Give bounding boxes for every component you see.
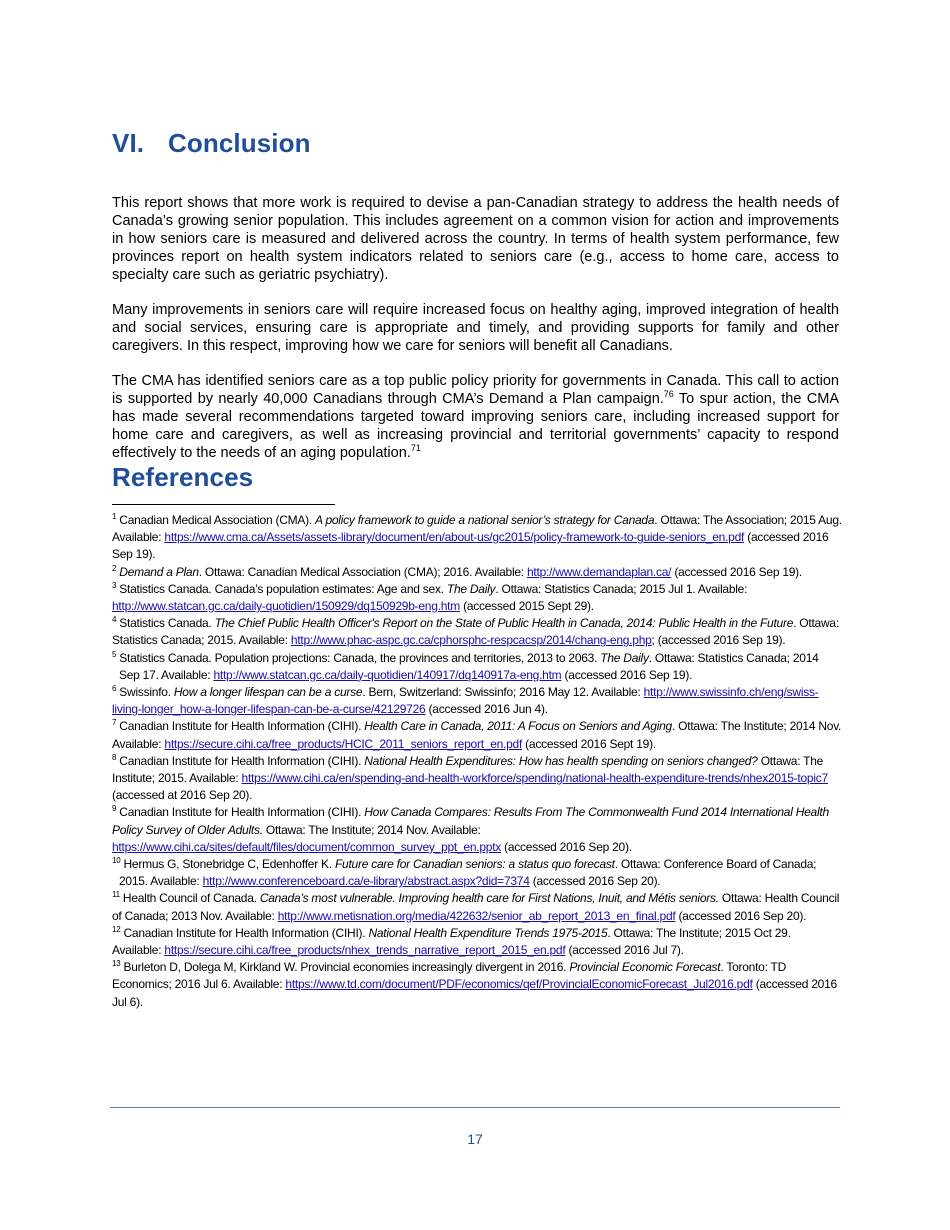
reference-text: (accessed 2016 Sep 19).: [561, 667, 693, 682]
reference-text: (accessed 2016 Sep 20).: [675, 908, 807, 923]
reference-number: 5: [112, 649, 117, 659]
reference-title: Canada’s most vulnerable. Improving health care for First Nations, Inuit, and Métis seniors.: [259, 891, 719, 906]
reference-text: (accessed at 2016 Sep 20).: [112, 788, 253, 803]
references-heading: References: [112, 462, 254, 492]
footnote-separator: [112, 504, 335, 505]
reference-link[interactable]: https://secure.cihi.ca/free_products/nhex_trends_narrative_report_2015_en.pdf: [164, 943, 566, 958]
reference-text: (accessed 2016 Sep 20).: [529, 874, 661, 889]
references-list: [112, 512, 842, 1011]
reference-link[interactable]: http://www.statcan.gc.ca/daily-quotidien/140917/dq140917a-eng.htm: [213, 667, 562, 682]
reference-text: (accessed 2016 Sep 20).: [501, 839, 632, 854]
reference-item: [112, 925, 842, 959]
footnote-marker[interactable]: 76: [663, 388, 674, 399]
reference-title: Provincial Economic Forecast: [569, 960, 721, 975]
paragraph-text: To spur action, the CMA has made several recommendations targeted toward improving seniors care, including increased support for home care and caregivers, as well as increasing provincial and territorial governments’ capacity to respond effectively to the needs of an aging population.: [112, 390, 839, 461]
conclusion-paragraph-2: Many improvements in seniors care will require increased focus on healthy aging, improved integration of health and social services, ensuring care is appropriate and timely, and providing supports for family and other caregivers. In this respect, improving how we care for seniors will benefit all Canadians.: [112, 301, 839, 354]
reference-item: [112, 684, 842, 718]
reference-number: 1: [112, 512, 117, 521]
reference-title: How Canada Compares: Results From The Commonwealth Fund 2014 International Health Policy Survey of Older Adults.: [112, 805, 829, 837]
reference-text: Burleton D, Dolega M, Kirkland W. Provincial economies increasingly divergent in 2016.: [120, 960, 570, 975]
reference-link[interactable]: https://secure.cihi.ca/free_products/HCIC_2011_seniors_report_en.pdf: [164, 736, 523, 751]
reference-text: . Ottawa: The Association; 2015 Aug. Available:: [112, 513, 842, 545]
reference-item: [112, 890, 842, 924]
reference-number: 6: [112, 684, 117, 694]
reference-link[interactable]: http://www.metisnation.org/media/422632/senior_ab_report_2013_en_final.pdf: [277, 908, 676, 923]
reference-text: . Ottawa: The Institute; 2014 Nov. Available:: [112, 719, 842, 751]
reference-text: . Ottawa: Statistics Canada; 2015 Jul 1. Available:: [495, 581, 748, 596]
reference-text: Canadian Institute for Health Information (CIHI).: [116, 753, 365, 768]
reference-item: [112, 804, 842, 856]
reference-text: (accessed 2016 Sep 19).: [671, 564, 803, 579]
reference-text: ; (accessed 2016 Sep 19).: [651, 633, 786, 648]
reference-title: National Health Expenditures: How has health spending on seniors changed?: [364, 753, 758, 768]
reference-number: 2: [112, 563, 117, 573]
reference-text: . Bern, Switzerland: Swissinfo; 2016 May 12. Available:: [362, 685, 644, 700]
conclusion-paragraph-3: [112, 372, 839, 462]
reference-link[interactable]: http://www.statcan.gc.ca/daily-quotidien/150929/dq150929b-eng.htm: [112, 599, 460, 614]
footnote-marker[interactable]: 71: [410, 442, 421, 453]
reference-text: Statistics Canada. Population projections: Canada, the provinces and territories, 2013 to 2063.: [116, 650, 601, 665]
reference-number: 12: [112, 924, 121, 934]
reference-text: Swissinfo.: [116, 685, 174, 700]
reference-text: Canadian Institute for Health Information (CIHI).: [116, 805, 365, 820]
reference-text: Hermus G, Stonebridge C, Edenhoffer K.: [120, 857, 335, 872]
reference-title: How a longer lifespan can be a curse: [173, 685, 363, 700]
reference-title: The Daily: [600, 650, 649, 665]
reference-number: 3: [112, 580, 117, 590]
reference-text: . Ottawa: Statistics Canada; 2015. Available:: [112, 616, 839, 648]
reference-text: (accessed 2016 Jul 6).: [112, 977, 837, 1009]
reference-text: (accessed 2015 Sept 29).: [460, 599, 594, 614]
footer-rule: [110, 1107, 840, 1108]
reference-text: Canadian Institute for Health Information (CIHI).: [120, 925, 369, 940]
reference-text: Ottawa: The Institute; 2014 Nov. Available:: [262, 822, 481, 837]
reference-link[interactable]: http://www.swissinfo.ch/eng/swiss-living-longer_how-a-longer-lifespan-can-be-a-curse/42129726: [112, 685, 819, 717]
reference-text: . Ottawa: Conference Board of Canada; 2015. Available:: [119, 857, 817, 889]
reference-number: 10: [112, 856, 121, 866]
reference-link[interactable]: https://www.cihi.ca/en/spending-and-health-workforce/spending/national-health-expenditure-trends/nhex2015-topic7: [241, 771, 828, 786]
reference-link[interactable]: http://www.conferenceboard.ca/e-library/abstract.aspx?did=7374: [202, 874, 530, 889]
reference-text: Health Council of Canada.: [119, 891, 260, 906]
reference-text: Statistics Canada.: [116, 616, 215, 631]
reference-item: [112, 753, 842, 805]
reference-text: Canadian Institute for Health Information (CIHI).: [116, 719, 365, 734]
reference-number: 4: [112, 615, 117, 625]
reference-text: . Ottawa: The Institute; 2015 Oct 29. Available:: [112, 925, 791, 958]
reference-number: 8: [112, 752, 117, 762]
reference-item: [112, 564, 842, 581]
reference-title: A policy framework to guide a national senior’s strategy for Canada: [315, 513, 655, 527]
section-heading-conclusion: [112, 128, 311, 159]
reference-item: [112, 512, 842, 564]
reference-title: The Chief Public Health Officer's Report on the State of Public Health in Canada, 2014: Public Health in the Future: [214, 616, 794, 631]
reference-title: National Health Expenditure Trends 1975-2015: [368, 925, 608, 940]
reference-text: . Ottawa: Canadian Medical Association (CMA); 2016. Available:: [198, 564, 527, 579]
page-number: 17: [467, 1131, 483, 1147]
section-number: VI.: [112, 128, 145, 158]
reference-text: . Toronto: TD Economics; 2016 Jul 6. Available:: [112, 960, 787, 992]
reference-number: 7: [112, 718, 117, 728]
reference-text: (accessed 2016 Sep 19).: [112, 530, 829, 562]
reference-title: Demand a Plan: [119, 564, 199, 579]
reference-item: [112, 581, 842, 615]
section-title: Conclusion: [168, 128, 311, 158]
reference-number: 9: [112, 804, 117, 814]
reference-text: (accessed 2016 Sept 19).: [522, 736, 656, 751]
reference-text: (accessed 2016 Jun 4).: [425, 702, 548, 717]
reference-item: [112, 959, 842, 1011]
reference-number: 11: [112, 890, 120, 900]
conclusion-paragraph-1: This report shows that more work is required to devise a pan-Canadian strategy to address the health needs of Canada’s growing senior population. This includes agreement on a common vision for action and improvements in how seniors care is measured and delivered across the country. In terms of health system performance, few provinces report on health system indicators related to seniors care (e.g., access to home care, access to specialty care such as geriatric psychiatry).: [112, 194, 839, 283]
reference-item: [112, 856, 842, 890]
reference-link[interactable]: https://www.td.com/document/PDF/economics/qef/ProvincialEconomicForecast_Jul2016.pdf: [285, 977, 753, 992]
reference-link[interactable]: http://www.demandaplan.ca/: [526, 564, 672, 579]
reference-item: [112, 718, 842, 752]
reference-link[interactable]: https://www.cma.ca/Assets/assets-library/document/en/about-us/gc2015/policy-framework-to-guide-seniors_en.pdf: [164, 530, 745, 545]
reference-title: The Daily: [446, 581, 496, 596]
reference-item: [112, 650, 842, 684]
reference-text: Canadian Medical Association (CMA).: [116, 513, 316, 527]
reference-text: (accessed 2016 Jul 7).: [565, 943, 684, 958]
reference-link[interactable]: http://www.phac-aspc.gc.ca/cphorsphc-respcacsp/2014/chang-eng.php: [290, 633, 652, 648]
reference-item: [112, 615, 842, 649]
paragraph-text: The CMA has identified seniors care as a top public policy priority for governments in Canada. This call to action is supported by nearly 40,000 Canadians through CMA’s Demand a Plan campaign.: [112, 372, 839, 407]
reference-text: . Ottawa: Statistics Canada; 2014 Sep 17. Available:: [119, 650, 819, 682]
reference-text: Ottawa: The Institute; 2015. Available:: [112, 753, 824, 786]
reference-title: Future care for Canadian seniors: a status quo forecast: [334, 857, 615, 872]
reference-title: Health Care in Canada, 2011: A Focus on Seniors and Aging: [364, 719, 672, 734]
reference-link[interactable]: https://www.cihi.ca/sites/default/files/document/common_survey_ppt_en.pptx: [112, 839, 502, 854]
reference-text: Ottawa: Health Council of Canada; 2013 Nov. Available:: [112, 891, 840, 923]
reference-number: 13: [112, 959, 121, 969]
reference-text: Statistics Canada. Canada’s population estimates: Age and sex.: [116, 581, 447, 596]
